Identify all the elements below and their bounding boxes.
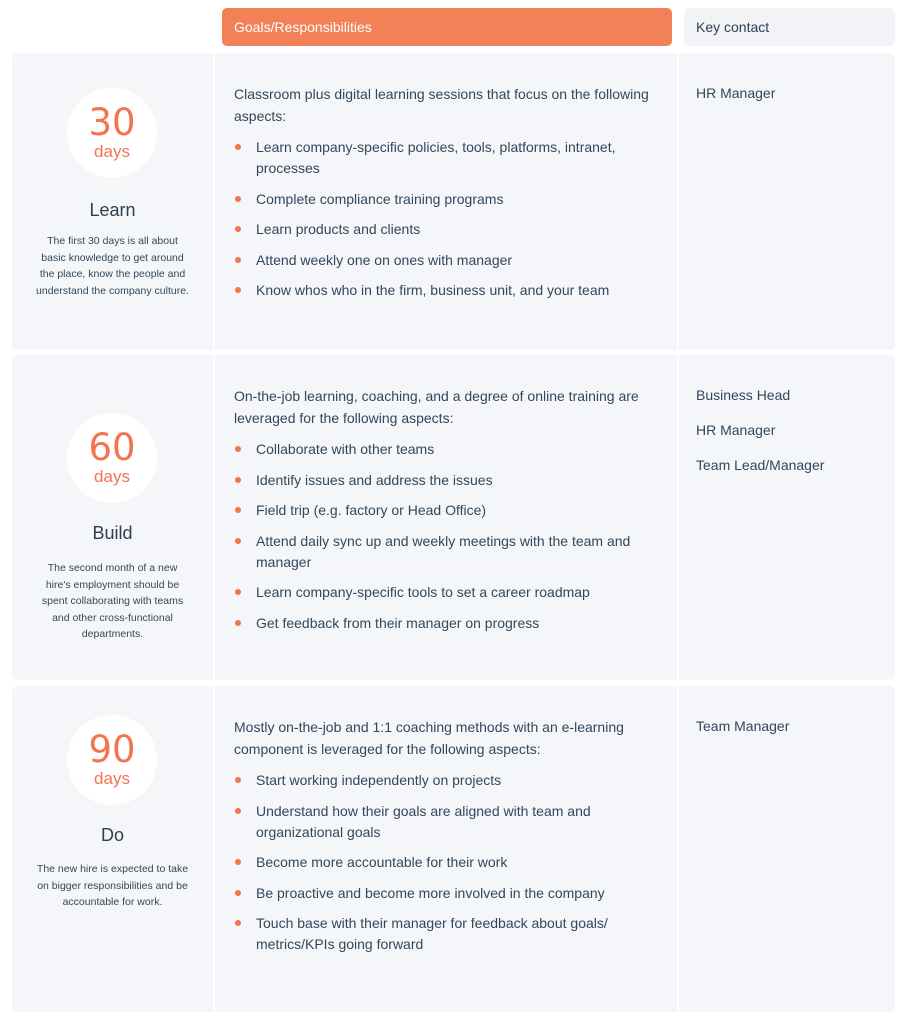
contact-name: HR Manager <box>696 422 776 438</box>
row-90-days <box>12 686 895 1012</box>
bullet-icon <box>235 257 241 263</box>
bullet-icon <box>235 890 241 896</box>
row-30-days <box>12 53 895 350</box>
contact-cell <box>679 355 895 680</box>
bullet-icon <box>235 808 241 814</box>
list-item-text: Be proactive and become more involved in the company <box>256 884 605 901</box>
bullet-icon <box>235 507 241 513</box>
contact-name: Team Lead/Manager <box>696 457 825 473</box>
contact-header-label: Key contact <box>696 19 770 35</box>
list-item <box>234 137 659 179</box>
contact-cell <box>679 686 895 1012</box>
goals-header-label: Goals/Responsibilities <box>234 19 372 35</box>
list-item <box>234 770 659 791</box>
list-item-text: Collaborate with other teams <box>256 441 435 457</box>
day-count-circle <box>62 83 162 183</box>
stage-title: Learn <box>89 200 136 220</box>
bullet-icon <box>235 477 241 483</box>
day-unit: days <box>94 142 130 161</box>
goals-cell <box>215 53 677 350</box>
day-count-circle <box>62 408 162 508</box>
list-item <box>234 189 659 210</box>
list-item <box>234 613 659 634</box>
list-item <box>234 883 659 904</box>
key-contact-header <box>684 8 895 46</box>
goals-cell <box>215 686 677 1012</box>
list-item-text: Become more accountable for their work <box>256 854 508 870</box>
list-item <box>234 219 659 240</box>
row-60-days <box>12 355 895 680</box>
list-item <box>234 582 659 603</box>
list-item-text: Field trip (e.g. factory or Head Office) <box>256 502 487 518</box>
goals-intro: Mostly on-the-job and 1:1 coaching methods with an e-learning component is leveraged for the following aspects: <box>234 719 624 757</box>
bullet-icon <box>235 446 241 452</box>
list-item-text: Start working independently on projects <box>256 772 502 788</box>
list-item-text: Understand how their goals are aligned with team and organizational goals <box>256 802 591 840</box>
list-item-text: Complete compliance training programs <box>256 190 504 207</box>
goals-list <box>234 770 659 955</box>
stage-cell <box>12 686 213 1012</box>
day-number: 90 <box>88 728 136 771</box>
stage-title: Do <box>100 825 124 845</box>
list-item-text: Learn company-specific policies, tools, platforms, intranet, processes <box>256 139 616 176</box>
stage-description: The first 30 days is all about basic knowledge to get around the place, know the people and understand the company culture. <box>36 235 189 297</box>
contact-cell <box>679 53 895 350</box>
goals-intro: Classroom plus digital learning sessions that focus on the following aspects: <box>234 86 649 124</box>
list-item <box>234 531 659 573</box>
bullet-icon <box>235 920 241 926</box>
list-item-text: Identify issues and address the issues <box>256 471 493 488</box>
bullet-icon <box>235 538 241 544</box>
list-item <box>234 913 659 955</box>
contact-name: Team Manager <box>696 718 790 734</box>
list-item <box>234 801 659 843</box>
list-item-text: Touch base with their manager for feedback about goals/ metrics/KPIs going forward <box>256 915 608 952</box>
day-number: 60 <box>88 426 136 469</box>
list-item-text: Attend daily sync up and weekly meetings with the team and manager <box>256 532 631 570</box>
list-item <box>234 250 659 271</box>
bullet-icon <box>235 859 241 865</box>
bullet-icon <box>235 144 241 150</box>
stage-title: Build <box>92 523 133 543</box>
bullet-icon <box>235 226 241 232</box>
goals-list <box>234 137 659 301</box>
list-item <box>234 439 659 460</box>
stage-cell <box>12 355 213 680</box>
goals-cell <box>215 355 677 680</box>
day-number: 30 <box>88 101 136 144</box>
bullet-icon <box>235 287 241 293</box>
bullet-icon <box>235 777 241 783</box>
bullet-icon <box>235 620 241 626</box>
day-unit: days <box>94 769 130 788</box>
bullet-icon <box>235 589 241 595</box>
goals-list <box>234 439 659 634</box>
stage-cell <box>12 53 213 350</box>
list-item-text: Attend weekly one on ones with manager <box>256 251 513 268</box>
list-item <box>234 500 659 521</box>
list-item-text: Get feedback from their manager on progress <box>256 614 540 631</box>
list-item <box>234 470 659 491</box>
contact-name: HR Manager <box>696 85 776 101</box>
list-item-text: Learn company-specific tools to set a career roadmap <box>256 584 590 600</box>
day-count-circle <box>62 710 162 810</box>
list-item-text: Learn products and clients <box>256 221 421 237</box>
list-item <box>234 280 659 301</box>
list-item <box>234 852 659 873</box>
stage-description: The new hire is expected to take on bigger responsibilities and be accountable for work. <box>36 863 189 908</box>
day-unit: days <box>94 467 130 486</box>
stage-description: The second month of a new hire's employment should be spent collaborating with teams and other cross-functional departments. <box>41 562 184 640</box>
bullet-icon <box>235 196 241 202</box>
list-item-text: Know whos who in the firm, business unit, and your team <box>256 282 610 298</box>
contact-name: Business Head <box>696 387 791 403</box>
goals-intro: On-the-job learning, coaching, and a degree of online training are leveraged for the following aspects: <box>234 388 639 426</box>
goals-responsibilities-header <box>222 8 672 46</box>
